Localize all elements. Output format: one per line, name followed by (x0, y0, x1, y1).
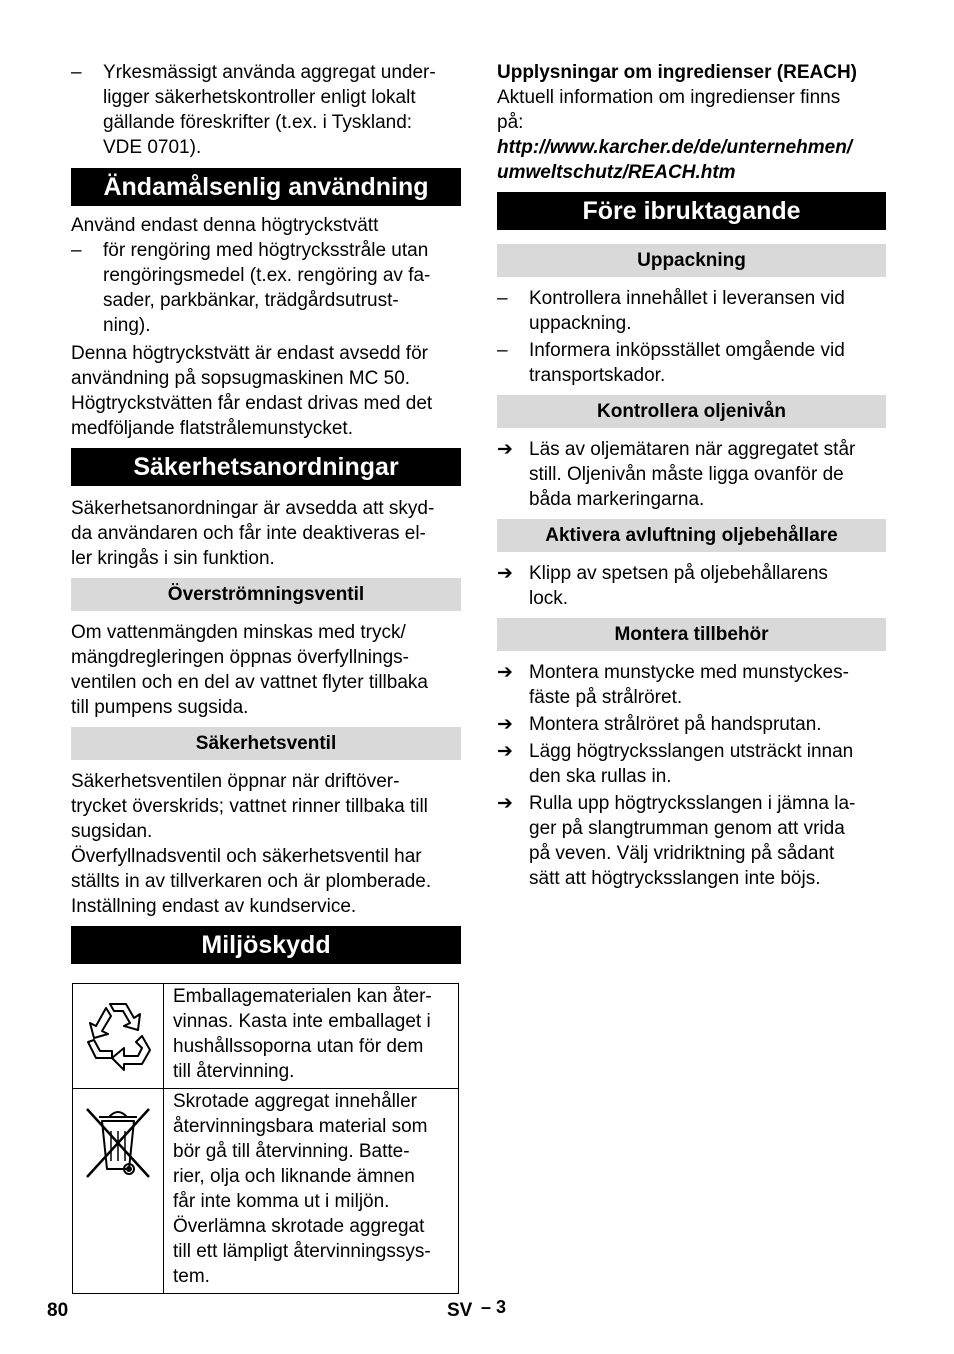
line: hushållssoporna utan för dem (173, 1036, 424, 1057)
line: får inte komma ut i miljön. (173, 1191, 390, 1212)
line: transportskador. (529, 365, 666, 386)
page-number: 80 (47, 1300, 69, 1321)
line: på veven. Välj vridriktning på sådant (529, 843, 835, 864)
line: båda markeringarna. (529, 489, 705, 510)
icon-cell (73, 1089, 164, 1294)
paragraph (71, 341, 461, 441)
line: ler kringås i sin funktion. (71, 548, 275, 569)
reach-link[interactable]: umweltschutz/REACH.htm (497, 162, 736, 183)
paragraph (71, 769, 461, 919)
reach-link[interactable]: http://www.karcher.de/de/unternehmen/ (497, 137, 853, 158)
list (497, 437, 886, 512)
line: Säkerhetsanordningar är avsedda att skyd- (71, 498, 435, 519)
subheading-check-oil-level: Kontrollera oljenivån (497, 395, 886, 428)
icon-cell (73, 984, 164, 1089)
line: ➔ Klipp av spetsen på oljebehållarens (529, 563, 828, 584)
line: – Kontrollera innehållet i leveransen vid (529, 288, 845, 309)
line: fäste på strålröret. (529, 687, 683, 708)
line: ➔ Rulla upp högtrycksslangen i jämna la- (529, 793, 856, 814)
list (497, 561, 886, 611)
line: Säkerhetsventilen öppnar när driftöver- (71, 771, 400, 792)
intro-line: VDE 0701). (103, 137, 202, 158)
subheading-overflow-valve: Överströmningsventil (71, 578, 461, 611)
line: ➔ Montera strålröret på handsprutan. (529, 714, 822, 735)
line: till pumpens sugsida. (71, 697, 249, 718)
text-cell (164, 984, 459, 1089)
paragraph: Använd endast denna högtryckstvätt (71, 215, 379, 236)
subheading-safety-valve: Säkerhetsventil (71, 727, 461, 760)
section-heading-safety-devices: Säkerhetsanordningar (71, 448, 461, 486)
section-heading-before-use: Före ibruktagande (497, 192, 886, 230)
line: rengöringsmedel (t.ex. rengöring av fa- (103, 265, 431, 286)
line: ➔ Läs av oljemätaren när aggregatet står (529, 439, 856, 460)
footer-language: SV (447, 1300, 473, 1321)
line: Denna högtryckstvätt är endast avsedd för (71, 343, 428, 364)
line: vinnas. Kasta inte emballaget i (173, 1011, 431, 1032)
line: Högtryckstvätten får endast drivas med det (71, 393, 433, 414)
line: uppackning. (529, 313, 632, 334)
subheading-unpacking: Uppackning (497, 244, 886, 277)
list-item (497, 739, 886, 789)
section-heading-intended-use: Ändamålsenlig användning (71, 168, 461, 206)
list-item (497, 561, 886, 611)
paragraph (71, 496, 461, 571)
line: Överfyllnadsventil och säkerhetsventil har (71, 846, 422, 867)
list-item (497, 437, 886, 512)
footer-section: – 3 (481, 1297, 507, 1317)
subheading-mount-accessories: Montera tillbehör (497, 618, 886, 651)
line: mängdregleringen öppnas överfyllnings- (71, 647, 409, 668)
line: tem. (173, 1266, 210, 1287)
line: den ska rullas in. (529, 766, 672, 787)
environment-table (72, 983, 459, 1294)
reach-title: Upplysningar om ingredienser (REACH) (497, 62, 857, 83)
line: sugsidan. (71, 821, 153, 842)
line: – Informera inköpsstället omgående vid (529, 340, 845, 361)
line: användning på sopsugmaskinen MC 50. (71, 368, 411, 389)
line: Aktuell information om ingredienser finns (497, 87, 841, 108)
line: sader, parkbänkar, trädgårdsutrust- (103, 290, 399, 311)
line: – för rengöring med högtrycksstråle utan (103, 240, 429, 261)
subheading-oil-tank-venting: Aktivera avluftning oljebehållare (497, 519, 886, 552)
line: da användaren och får inte deaktiveras el- (71, 523, 426, 544)
intro-line: ligger säkerhetskontroller enligt lokalt (103, 87, 416, 108)
line: till återvinning. (173, 1061, 295, 1082)
line: till ett lämpligt återvinningssys- (173, 1241, 431, 1262)
intro-line: gällande föreskrifter (t.ex. i Tyskland: (103, 112, 413, 133)
intro-list-item (71, 60, 461, 160)
line: trycket överskrids; vattnet rinner tillbaka till (71, 796, 428, 817)
line: ➔ Lägg högtrycksslangen utsträckt innan (529, 741, 854, 762)
recycle-icon (80, 996, 156, 1072)
line: bör gå till återvinning. Batte- (173, 1141, 410, 1162)
list-item (497, 660, 886, 710)
list-item (497, 791, 886, 891)
list-item (71, 238, 461, 338)
line: rier, olja och liknande ämnen (173, 1166, 415, 1187)
crossed-bin-icon (83, 1103, 153, 1183)
intro-line: – Yrkesmässigt använda aggregat under- (103, 62, 436, 83)
line: ställts in av tillverkaren och är plomberade. (71, 871, 432, 892)
line: Emballagematerialen kan åter- (173, 986, 432, 1007)
line: Inställning endast av kundservice. (71, 896, 357, 917)
line: ning). (103, 315, 151, 336)
left-column (71, 60, 461, 1294)
list-item (497, 338, 886, 388)
list (497, 660, 886, 891)
line: sätt att högtrycksslangen inte böjs. (529, 868, 821, 889)
line: still. Oljenivån måste ligga ovanför de (529, 464, 844, 485)
line: återvinningsbara material som (173, 1116, 428, 1137)
line: medföljande flatstrålemunstycket. (71, 418, 353, 439)
right-column (497, 60, 886, 891)
line: ventilen och en del av vattnet flyter tillbaka (71, 672, 428, 693)
line: Överlämna skrotade aggregat (173, 1216, 425, 1237)
section-heading-environment: Miljöskydd (71, 926, 461, 964)
list-item (497, 712, 886, 737)
line: på: (497, 112, 524, 133)
list-item (497, 286, 886, 336)
table-row (73, 984, 459, 1089)
text-cell (164, 1089, 459, 1294)
line: lock. (529, 588, 569, 609)
line: Skrotade aggregat innehåller (173, 1091, 418, 1112)
line: ➔ Montera munstycke med munstyckes- (529, 662, 849, 683)
line: ger på slangtrumman genom att vrida (529, 818, 845, 839)
list (497, 286, 886, 388)
line: Om vattenmängden minskas med tryck/ (71, 622, 406, 643)
paragraph (71, 620, 461, 720)
table-row (73, 1089, 459, 1294)
